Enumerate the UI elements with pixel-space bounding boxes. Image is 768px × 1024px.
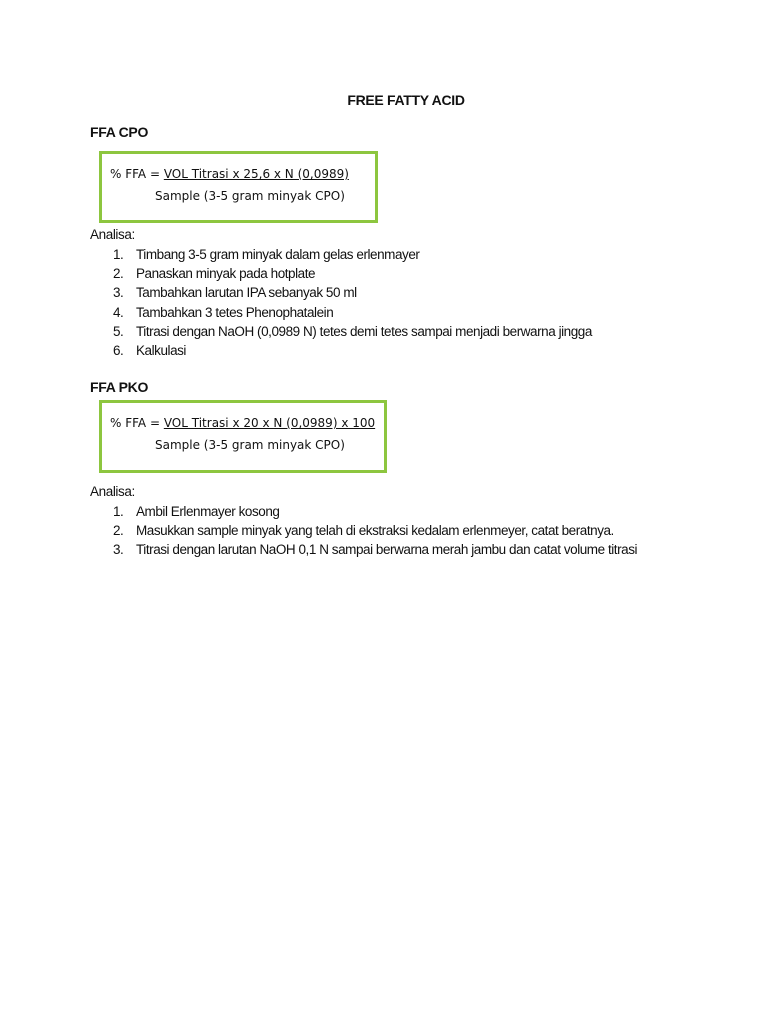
section-heading-ffa-pko: FFA PKO [90,379,149,395]
formula-numerator: VOL Titrasi x 25,6 x N (0,0989) [163,167,349,181]
list-item: 3. Titrasi dengan larutan NaOH 0,1 N sampai berwarna merah jambu dan catat volume titrasi [113,542,638,558]
section-heading-ffa-cpo: FFA CPO [90,124,149,140]
analisa-label-ffa-cpo: Analisa: [90,227,135,242]
formula-denominator: Sample (3-5 gram minyak CPO) [155,189,345,203]
formula-box-ffa-pko [99,400,387,473]
formula-denominator: Sample (3-5 gram minyak CPO) [155,438,345,452]
list-item: 1. Timbang 3-5 gram minyak dalam gelas erlenmayer [113,247,420,262]
formula-box-ffa-cpo [99,151,378,223]
list-item: 3. Tambahkan larutan IPA sebanyak 50 ml [113,285,357,301]
formula-prefix: % FFA = [110,416,164,430]
steps-list-ffa-cpo [90,245,592,360]
list-item: 2. Masukkan sample minyak yang telah di ekstraksi kedalam erlenmeyer, catat beratnya. [113,523,614,539]
analisa-label-ffa-pko: Analisa: [90,484,135,499]
list-item: 2. Panaskan minyak pada hotplate [113,266,316,282]
document-title: FREE FATTY ACID [347,92,465,108]
list-item: 4. Tambahkan 3 tetes Phenophatalein [113,304,334,320]
formula-numerator-line [110,416,375,430]
list-item: 6. Kalkulasi [113,342,186,358]
list-item: 1. Ambil Erlenmayer kosong [113,504,280,519]
formula-prefix: % FFA = [110,167,164,181]
formula-numerator-line [110,167,349,181]
formula-numerator: VOL Titrasi x 20 x N (0,0989) x 100 [163,416,376,430]
list-item: 5. Titrasi dengan NaOH (0,0989 N) tetes demi tetes sampai menjadi berwarna jingga [113,323,592,339]
steps-list-ffa-pko [90,502,637,560]
